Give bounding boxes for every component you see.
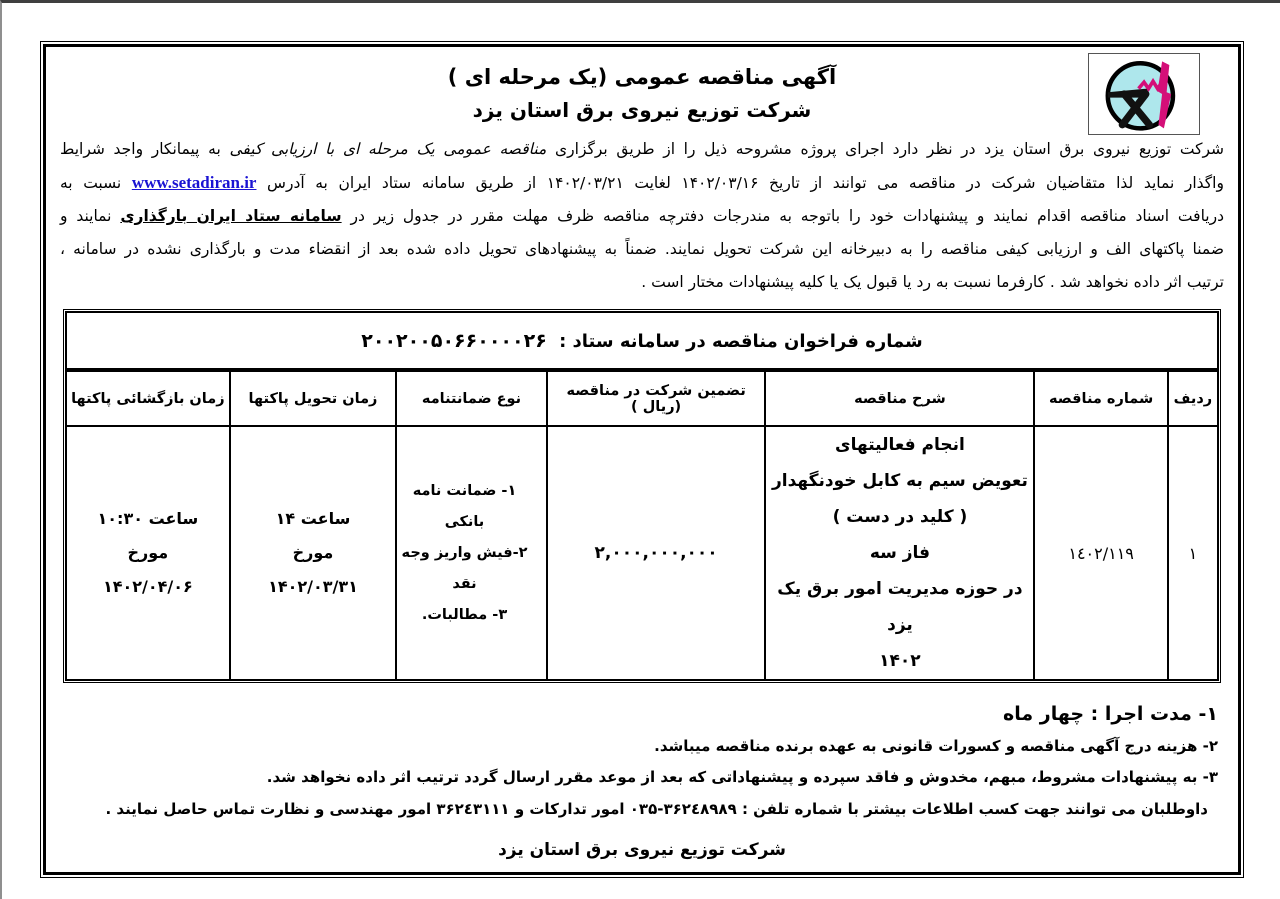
description-line: در حوزه مدیریت امور برق یک یزد	[777, 579, 1023, 635]
date-to: ۱۴۰۲/۰۳/۲۱	[546, 174, 624, 192]
header-row-no: ردیف	[1168, 370, 1218, 426]
table-row	[66, 426, 1218, 680]
cell-delivery-time	[230, 426, 397, 680]
tender-number: ۱٤۰۲/۱۱۹	[1068, 543, 1134, 563]
company-name: شرکت توزیع نیروی برق استان یزد	[472, 98, 812, 122]
guarantee-type-item: ۱- ضمانت نامه بانکی	[412, 482, 517, 530]
document-content	[43, 44, 1241, 875]
hour-value: ۱۴	[275, 509, 296, 528]
electric-company-logo-icon	[1096, 56, 1192, 132]
intro-line-5: ترتیب اثر داده نخواهد شد . کارفرما نسبت به رد یا قبول یک یا کلیه پیشنهادات مختار است .	[641, 273, 1224, 291]
cell-guarantee-amount	[547, 426, 766, 680]
company-logo	[1088, 53, 1200, 135]
tender-type-italic: مناقصه عمومی یک مرحله ای با ارزیابی کیفی	[229, 140, 547, 158]
delivery-date	[231, 570, 396, 604]
setad-call-number-cell	[66, 312, 1218, 370]
header-tender-no: شماره مناقصه	[1034, 370, 1167, 426]
document-frame	[40, 41, 1244, 878]
tender-table-frame	[63, 309, 1221, 683]
guarantee-amount: ۲,۰۰۰,۰۰۰,۰۰۰	[594, 543, 718, 563]
cell-row-no: ۱	[1168, 426, 1218, 680]
intro-text: دریافت اسناد مناقصه اقدام نمایند و پیشنهادات خود را باتوجه به مندرجات دفترچه مناقصه ظرف مهلت مقرر در جدول زیر در	[341, 207, 1224, 225]
description-line: ۱۴۰۲	[879, 651, 921, 671]
table-header-row	[66, 370, 1218, 426]
setad-call-number-row	[66, 312, 1218, 370]
cell-opening-time	[66, 426, 230, 680]
guarantee-type-item: ۳- مطالبات.	[421, 606, 508, 623]
setadiran-link[interactable]: www.setadiran.ir	[131, 173, 257, 192]
opening-date	[67, 570, 229, 604]
contact-text: امور مهندسی و نظارت تماس حاصل نمایند .	[105, 800, 437, 818]
cell-tender-no	[1034, 426, 1167, 680]
contact-text: امور تدارکات و	[509, 800, 630, 818]
intro-line-4: ضمنا پاکتهای الف و ارزیابی کیفی مناقصه را به دبیرخانه این شرکت تحویل نمایند. ضمناً به پیشنهادهای تحویل داده شده بعد از انقضاء مدت و بارگذاری نشده در سامانه ،	[60, 240, 1224, 258]
setad-call-number: ۲۰۰۲۰۰۵۰۶۶۰۰۰۰۲۶	[361, 329, 547, 352]
delivery-hour	[231, 502, 396, 536]
setad-call-label: شماره فراخوان مناقصه در سامانه ستاد :	[559, 330, 923, 352]
guarantee-type-item: ۲-فیش واریز وجه نقد	[401, 544, 528, 592]
intro-line-2	[60, 166, 1224, 200]
hour-word: ساعت	[148, 509, 199, 528]
setad-upload-emphasis: سامانه ستاد ایران بارگذاری	[120, 207, 342, 225]
intro-text: شرکت توزیع نیروی برق استان یزد در نظر دارد اجرای پروژه مشروحه ذیل را از طریق برگزاری	[546, 140, 1224, 158]
description-line: انجام فعالیتهای	[835, 435, 965, 455]
intro-text: نمایند و	[60, 207, 121, 225]
intro-text: واگذار نماید لذا متقاضیان شرکت در مناقصه می توانند از تاریخ	[758, 174, 1224, 192]
header-description: شرح مناقصه	[765, 370, 1034, 426]
header-delivery-time: زمان تحویل پاکتها	[230, 370, 397, 426]
note-contact	[66, 793, 1208, 826]
cell-description	[765, 426, 1034, 680]
header-guarantee-type: نوع ضمانتنامه	[396, 370, 547, 426]
header	[56, 47, 1228, 127]
header-opening-time: زمان بازگشائی پاکتها	[66, 370, 230, 426]
note-costs: ۲- هزینه درج آگهی مناقصه و کسورات قانونی به عهده برنده مناقصه میباشد.	[654, 737, 1218, 755]
note-duration: ۱- مدت اجرا : چهار ماه	[1003, 703, 1218, 725]
page-title: آگهی مناقصه عمومی (یک مرحله ای )	[447, 65, 837, 89]
description-line: فاز سه	[869, 543, 931, 563]
phone-procurement: ۰۳۵-۳۶۲٤۸۹۸۹	[629, 800, 737, 818]
contact-text: داوطلبان می توانند جهت کسب اطلاعات بیشتر با شماره تلفن :	[736, 800, 1208, 818]
date-value: ۱۴۰۲/۰۴/۰۶	[102, 577, 193, 596]
description-line: ( کلید در دست )	[832, 507, 968, 527]
intro-line-3	[60, 200, 1224, 233]
note-conditions: ۳- به پیشنهادات مشروط، مبهم، مخدوش و فاقد سپرده و پیشنهاداتی که بعد از موعد مقرر ارسال گردد ترتیب اثر داده نخواهد شد.	[266, 768, 1218, 786]
hour-word: ساعت	[300, 509, 351, 528]
intro-text: به پیمانکار واجد شرایط	[60, 140, 230, 158]
header-guarantee: تضمین شرکت در مناقصه (ریال )	[547, 370, 766, 426]
notes-section	[66, 697, 1218, 826]
phone-engineering: ۳۶۲٤۳۱۱۱	[436, 800, 510, 818]
tender-table	[65, 311, 1219, 681]
intro-text: لغایت	[623, 174, 682, 192]
intro-text: نسبت به	[60, 174, 132, 192]
intro-line-1	[60, 133, 1224, 166]
cell-guarantee-types	[396, 426, 547, 680]
intro-text: از طریق سامانه ستاد ایران به آدرس	[256, 174, 547, 192]
signature-company-name: شرکت توزیع نیروی برق استان یزد	[498, 840, 786, 860]
delivery-date-label: مورخ	[292, 543, 334, 562]
hour-value: ۱۰:۳۰	[97, 509, 143, 528]
date-from: ۱۴۰۲/۰۳/۱۶	[681, 174, 759, 192]
intro-paragraph	[60, 133, 1224, 299]
opening-date-label: مورخ	[127, 543, 169, 562]
opening-hour	[67, 502, 229, 536]
description-line: تعویض سیم به کابل خودنگهدار	[771, 471, 1028, 491]
date-value: ۱۴۰۲/۰۳/۳۱	[268, 577, 358, 596]
